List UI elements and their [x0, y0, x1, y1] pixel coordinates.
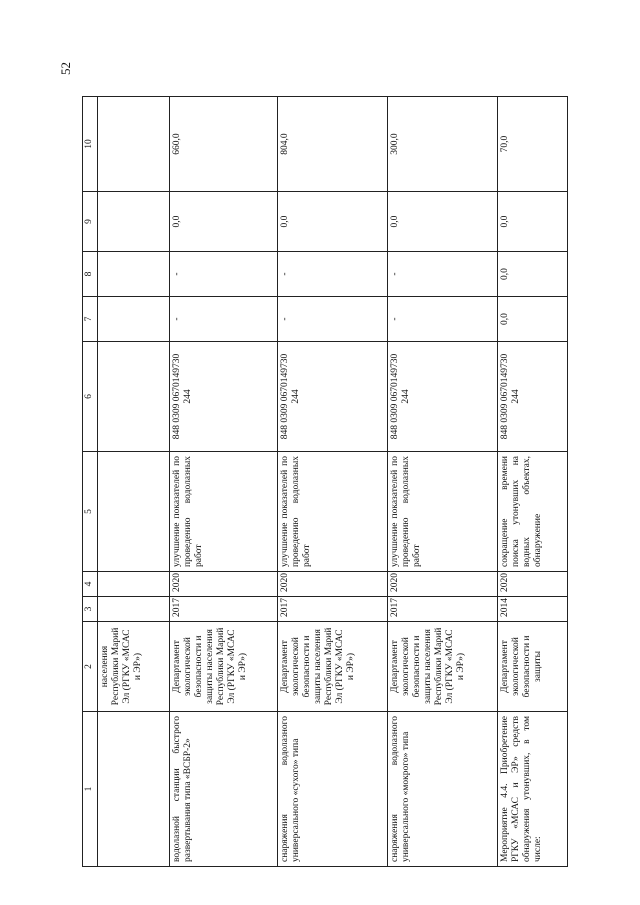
header-cell: 10 [83, 97, 98, 192]
table-cell: 0,0 [498, 192, 568, 252]
table-cell: 0,0 [278, 192, 388, 252]
header-cell: 5 [83, 452, 98, 572]
header-cell: 6 [83, 342, 98, 452]
table-cell: водолазной станции быстрого развертывания типа «ВСБР-2» [170, 712, 278, 867]
table-cell: 0,0 [498, 252, 568, 297]
table-cell: населения Республики Марий Эл (РГКУ «МСАС и ЭР») [98, 622, 170, 712]
table-cell: 0,0 [170, 192, 278, 252]
table-cell: - [170, 252, 278, 297]
table-cell: Департамент экологической безопасности и защиты населения Республики Марий Эл (РГКУ «МСАС и ЭР») [388, 622, 498, 712]
budget-table [82, 96, 568, 867]
table-cell: - [278, 297, 388, 342]
table-cell: 2017 [388, 597, 498, 622]
table-cell: улучшение показателей по проведению водолазных работ [388, 452, 498, 572]
table-cell: 848 0309 0670149730 244 [388, 342, 498, 452]
table-cell: 2020 [170, 572, 278, 597]
table-row [498, 97, 568, 867]
page-number: 52 [58, 62, 73, 75]
table-cell: 2020 [278, 572, 388, 597]
table-cell: 300,0 [388, 97, 498, 192]
table-cell: 70,0 [498, 97, 568, 192]
table-cell: 2020 [388, 572, 498, 597]
header-cell: 2 [83, 622, 98, 712]
table-cell: 848 0309 0670149730 244 [278, 342, 388, 452]
table-cell [98, 252, 170, 297]
table-cell: улучшение показателей по проведению водолазных работ [278, 452, 388, 572]
table-cell: - [388, 252, 498, 297]
table-cell: 0,0 [498, 297, 568, 342]
header-cell: 4 [83, 572, 98, 597]
header-row [83, 97, 98, 867]
table-row [278, 97, 388, 867]
table-cell: снаряжения водолазного универсального «мокрого» типа [388, 712, 498, 867]
table-cell: улучшение показателей по проведению водолазных работ [170, 452, 278, 572]
table-cell [98, 452, 170, 572]
table-row [98, 97, 170, 867]
table-cell: 804,0 [278, 97, 388, 192]
table-cell [98, 192, 170, 252]
header-cell: 9 [83, 192, 98, 252]
table-row [170, 97, 278, 867]
table-cell: 2017 [170, 597, 278, 622]
table-cell [98, 342, 170, 452]
table-row [388, 97, 498, 867]
table-cell: Департамент экологической безопасности и защиты [498, 622, 568, 712]
table-cell: Мероприятие 4.4. Приобретение РГКУ «МСАС и ЭР» средств обнаружения утонувших, в том числе: [498, 712, 568, 867]
table-cell: - [388, 297, 498, 342]
header-cell: 7 [83, 297, 98, 342]
table-cell: 2017 [278, 597, 388, 622]
table-cell: сокращение времени поиска утонувших на водных объектах, обнаружение [498, 452, 568, 572]
table-cell: 0,0 [388, 192, 498, 252]
table-cell [98, 712, 170, 867]
table-cell: 848 0309 0670149730 244 [170, 342, 278, 452]
table-cell: 2014 [498, 597, 568, 622]
header-cell: 8 [83, 252, 98, 297]
table-cell [98, 97, 170, 192]
table-cell: - [170, 297, 278, 342]
table-cell: 660,0 [170, 97, 278, 192]
header-cell: 3 [83, 597, 98, 622]
table-cell: - [278, 252, 388, 297]
table-cell [98, 597, 170, 622]
table-cell [98, 297, 170, 342]
table-cell: 2020 [498, 572, 568, 597]
table-cell: 848 0309 0670149730 244 [498, 342, 568, 452]
table-cell: Департамент экологической безопасности и защиты населения Республики Марий Эл (РГКУ «МСАС и ЭР») [170, 622, 278, 712]
header-cell: 1 [83, 712, 98, 867]
table-cell [98, 572, 170, 597]
table-cell: Департамент экологической безопасности и защиты населения Республики Марий Эл (РГКУ «МСАС и ЭР») [278, 622, 388, 712]
table-cell: снаряжения водолазного универсального «сухого» типа [278, 712, 388, 867]
